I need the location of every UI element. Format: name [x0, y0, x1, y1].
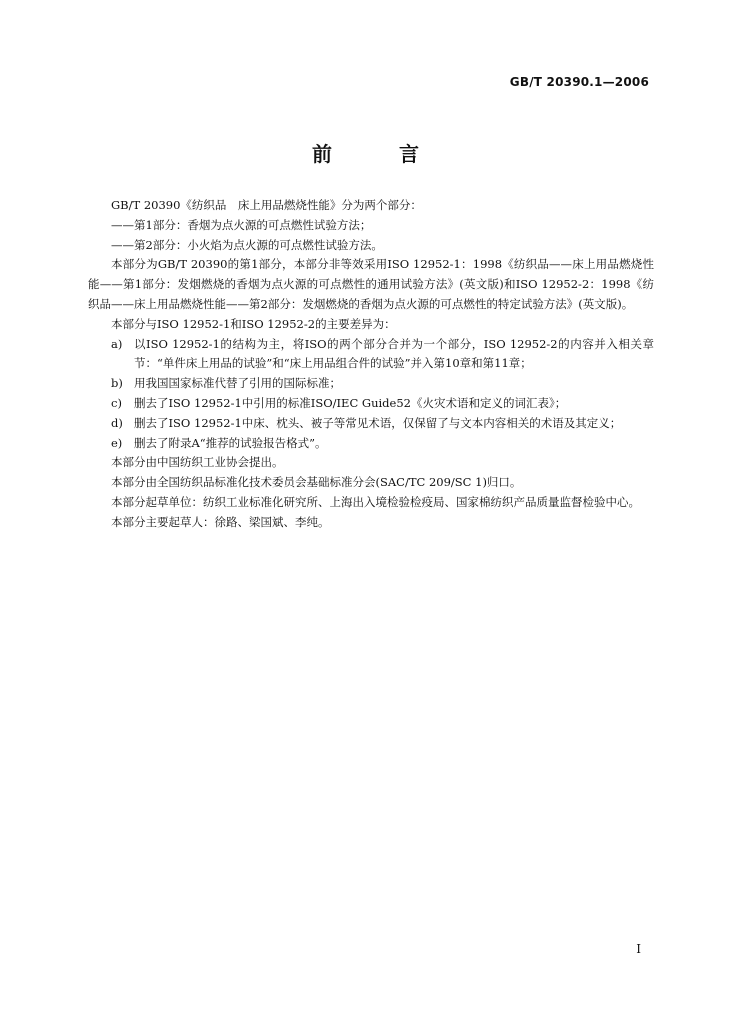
list-marker: b)	[111, 376, 123, 391]
paragraph-differences-intro: 本部分与ISO 12952-1和ISO 12952-2的主要差异为：	[111, 316, 396, 331]
paragraph-proposer: 本部分由中国纺织工业协会提出。	[111, 455, 284, 470]
list-marker: c)	[111, 395, 122, 410]
list-item	[88, 414, 654, 434]
paragraph-adoption: 本部分为GB/T 20390的第1部分，本部分非等效采用ISO 12952-1：1998《纺织品——床上用品燃烧性能——第1部分：发烟燃烧的香烟为点火源的可点燃性的通用试验方法》(英文版)和ISO 12952-2：1998《纺织品——床上用品燃烧性能——第2部分：发烟燃烧的香烟为点火源的可点燃性的特定试验方法》(英文版)。	[88, 257, 654, 311]
list-text: 删去了ISO 12952-1中床、枕头、被子等常见术语，仅保留了与文本内容相关的术语及其定义；	[134, 415, 622, 430]
page-number: I	[636, 942, 641, 956]
list-text: 删去了附录A“推荐的试验报告格式”。	[134, 435, 327, 450]
list-item	[88, 434, 654, 454]
paragraph-drafters: 本部分主要起草人：徐路、梁国斌、李纯。	[111, 514, 330, 529]
list-marker: a)	[111, 336, 123, 351]
paragraph-part1: ——第1部分：香烟为点火源的可点燃性试验方法；	[111, 217, 372, 232]
list-marker: e)	[111, 435, 123, 450]
list-text: 以ISO 12952-1的结构为主，将ISO的两个部分合并为一个部分，ISO 12952-2的内容并入相关章节：“单件床上用品的试验”和“床上用品组合件的试验”并入第10章和第11章；	[134, 336, 654, 371]
paragraph-part2: ——第2部分：小火焰为点火源的可点燃性试验方法。	[111, 237, 383, 252]
list-text: 用我国国家标准代替了引用的国际标准；	[134, 376, 341, 391]
page-title: 前 言	[312, 142, 449, 166]
foreword-body	[88, 196, 654, 533]
list-item	[88, 335, 654, 375]
paragraph-committee: 本部分由全国纺织品标准化技术委员会基础标准分会(SAC/TC 209/SC 1)归口。	[111, 475, 522, 490]
paragraph-drafting-units: 本部分起草单位：纺织工业标准化研究所、上海出入境检验检疫局、国家棉纺织产品质量监督检验中心。	[111, 494, 640, 509]
standard-number: GB/T 20390.1—2006	[509, 75, 649, 89]
list-item	[88, 374, 654, 394]
list-text: 删去了ISO 12952-1中引用的标准ISO/IEC Guide52《火灾术语和定义的词汇表》；	[134, 395, 567, 410]
paragraph-intro: GB/T 20390《纺织品 床上用品燃烧性能》分为两个部分：	[111, 198, 422, 212]
list-item	[88, 394, 654, 414]
list-marker: d)	[111, 415, 123, 430]
